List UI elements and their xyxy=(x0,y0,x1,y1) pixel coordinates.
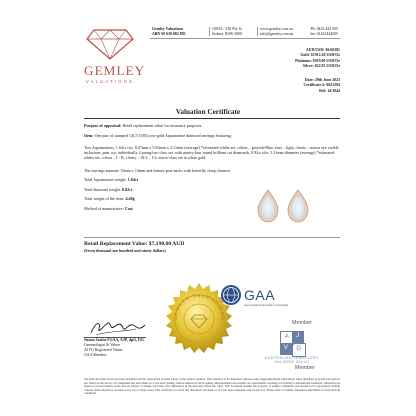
brand-name: GEMLEY xyxy=(84,63,146,78)
retail-value-words: (Seven thousand one hundred and ninety dollars) xyxy=(84,249,166,253)
address-line-1: 1003A / 250 Pitt St xyxy=(212,27,242,31)
brand-subtitle: VALUATIONS xyxy=(86,79,134,84)
earrings-photo xyxy=(252,185,314,225)
item-value: One pair of stamped 14CT (585) rose gold Aquamarine diamond earrings featuring; xyxy=(93,133,232,138)
certificate-ref: Ref: 14/1044 xyxy=(319,88,340,93)
purpose-line xyxy=(84,123,342,128)
gaa-member-label: Member xyxy=(292,320,312,326)
metal-rates xyxy=(268,48,340,70)
seal-text: GEMLEY VALUATIONS xyxy=(172,292,226,321)
intl-phone-number: Int: 61433444505 xyxy=(310,31,338,36)
retail-value-label: Retail Replacement Value: xyxy=(84,241,148,247)
email-link[interactable]: info@gemley.com.au xyxy=(260,31,294,36)
header-separator xyxy=(209,27,210,36)
valuer-details xyxy=(84,338,164,358)
purpose-value: Retail replacement value for insurance purposes xyxy=(121,123,202,128)
certificate-title: Valuation Certificate xyxy=(175,108,241,116)
header-rule xyxy=(150,38,340,39)
retail-value-line xyxy=(84,241,284,247)
valuer-signature-icon xyxy=(88,316,148,338)
title-rule xyxy=(84,118,340,119)
header-company xyxy=(152,27,208,37)
stat-aquamarine-weight: Total Aquamarine weight: 1.64ct xyxy=(84,177,139,182)
certificate-meta xyxy=(268,78,340,94)
item-line xyxy=(84,133,342,138)
ajvg-member-label: Member xyxy=(295,365,315,371)
ajvg-logo-icon: A J V G xyxy=(280,331,304,355)
ajvg-name: AUSTRALIAN JEWELLERY VALUERS GUILD xyxy=(264,356,320,365)
rate-silver: Silver: $22.83 USD/Oz xyxy=(302,64,340,69)
gaa-subtitle: Gemmological Association of Australia xyxy=(244,304,288,307)
valuer-role-2: AJVG Registered Valuer xyxy=(84,347,123,352)
gemley-diamond-logo-icon xyxy=(84,27,136,61)
item-measurements: The earrings measure 15mm x 13mm and feature post backs with butterfly clasp closures. xyxy=(84,168,232,173)
company-abn: ABN 69 630 682 895 xyxy=(152,31,186,36)
rate-aud-usd: AUD/USD: $0.66381 xyxy=(305,48,340,52)
stat-total-weight: Total weight of the item: 4.40g xyxy=(84,196,135,202)
stat-diamond-weight: Total diamond weight: 0.82ct xyxy=(84,186,133,192)
rate-platinum: Platinum: $919.00 USD/Oz xyxy=(295,58,340,63)
header-separator xyxy=(257,27,258,36)
header-phone xyxy=(302,27,338,37)
certificate-date: Date: 29th June 2023 xyxy=(304,78,340,82)
earring-left xyxy=(258,190,278,222)
rate-gold: Gold: $1912.20 USD/Oz xyxy=(300,53,340,58)
item-description: Two Aquamarines, 1.64ct ctw, 8.27mm x 5.83mm x 3.11mm (average) *estimated whilst set, colour – greyish-Blue, tone – light, clarity – minor eye visible inclusions, pear cut, individually 4 prong/two claw set, with ninety-four round brilliant cut diamonds, 0.82ct tdw, 1.31mm diameter (average) *estimated whilst set, colour – I - K, clarity – SI-2 – I-2, micro-claw set in white gold. xyxy=(84,145,339,161)
disclaimer-footer: The item described above has been examined and the value given is based solely on the valuer's opinion. This valuation is for insurance purposes only, suggesting Retail replacement value (inclusive of goods and services tax, based on the above). No judgement has been made as to the exact quality without removal from its setting. Measurements and weights are approximate. Grading is according to international standards. Valuations are based on current market prices and are subject to change over time. Any differences in the item may affect the value. This document remains the property of Gemley Valuations and should not be reproduced without consent. Items should be revalued every two to three years. This certificate is void if any alterations are made or if it has been tampered with in any way. Please refer to Gemley Valuations Disclaimer for full terms & conditions. xyxy=(84,377,340,396)
item-label: Item: xyxy=(84,133,94,138)
gaa-globe-icon xyxy=(220,284,242,306)
purpose-label: Purpose of appraisal: xyxy=(84,123,122,128)
certificate-number: Certificate #: 0623284 xyxy=(303,83,340,88)
gaa-logo-text: GAA xyxy=(244,287,276,303)
earring-right xyxy=(288,190,308,222)
retail-value-amount: $7,190.00 AUD xyxy=(147,241,185,247)
valuer-name: Sunna Jaafar FGAA, AJP, dpG, DG xyxy=(84,338,144,342)
stats-list xyxy=(84,177,234,211)
address-line-2: Sydney NSW 2000 xyxy=(212,31,242,36)
stat-manufacture-method: Method of manufacture: Cast xyxy=(84,206,133,212)
phone-number: Ph: 0433 444 505 xyxy=(310,27,338,31)
valuer-role-3: GAA Member xyxy=(84,352,107,357)
valuer-role-1: Gemmologist & Valuer xyxy=(84,342,121,347)
website-link[interactable]: www.gemley.com.au xyxy=(260,27,293,31)
header-address xyxy=(212,27,258,37)
company-name: Gemley Valuations xyxy=(152,27,184,31)
